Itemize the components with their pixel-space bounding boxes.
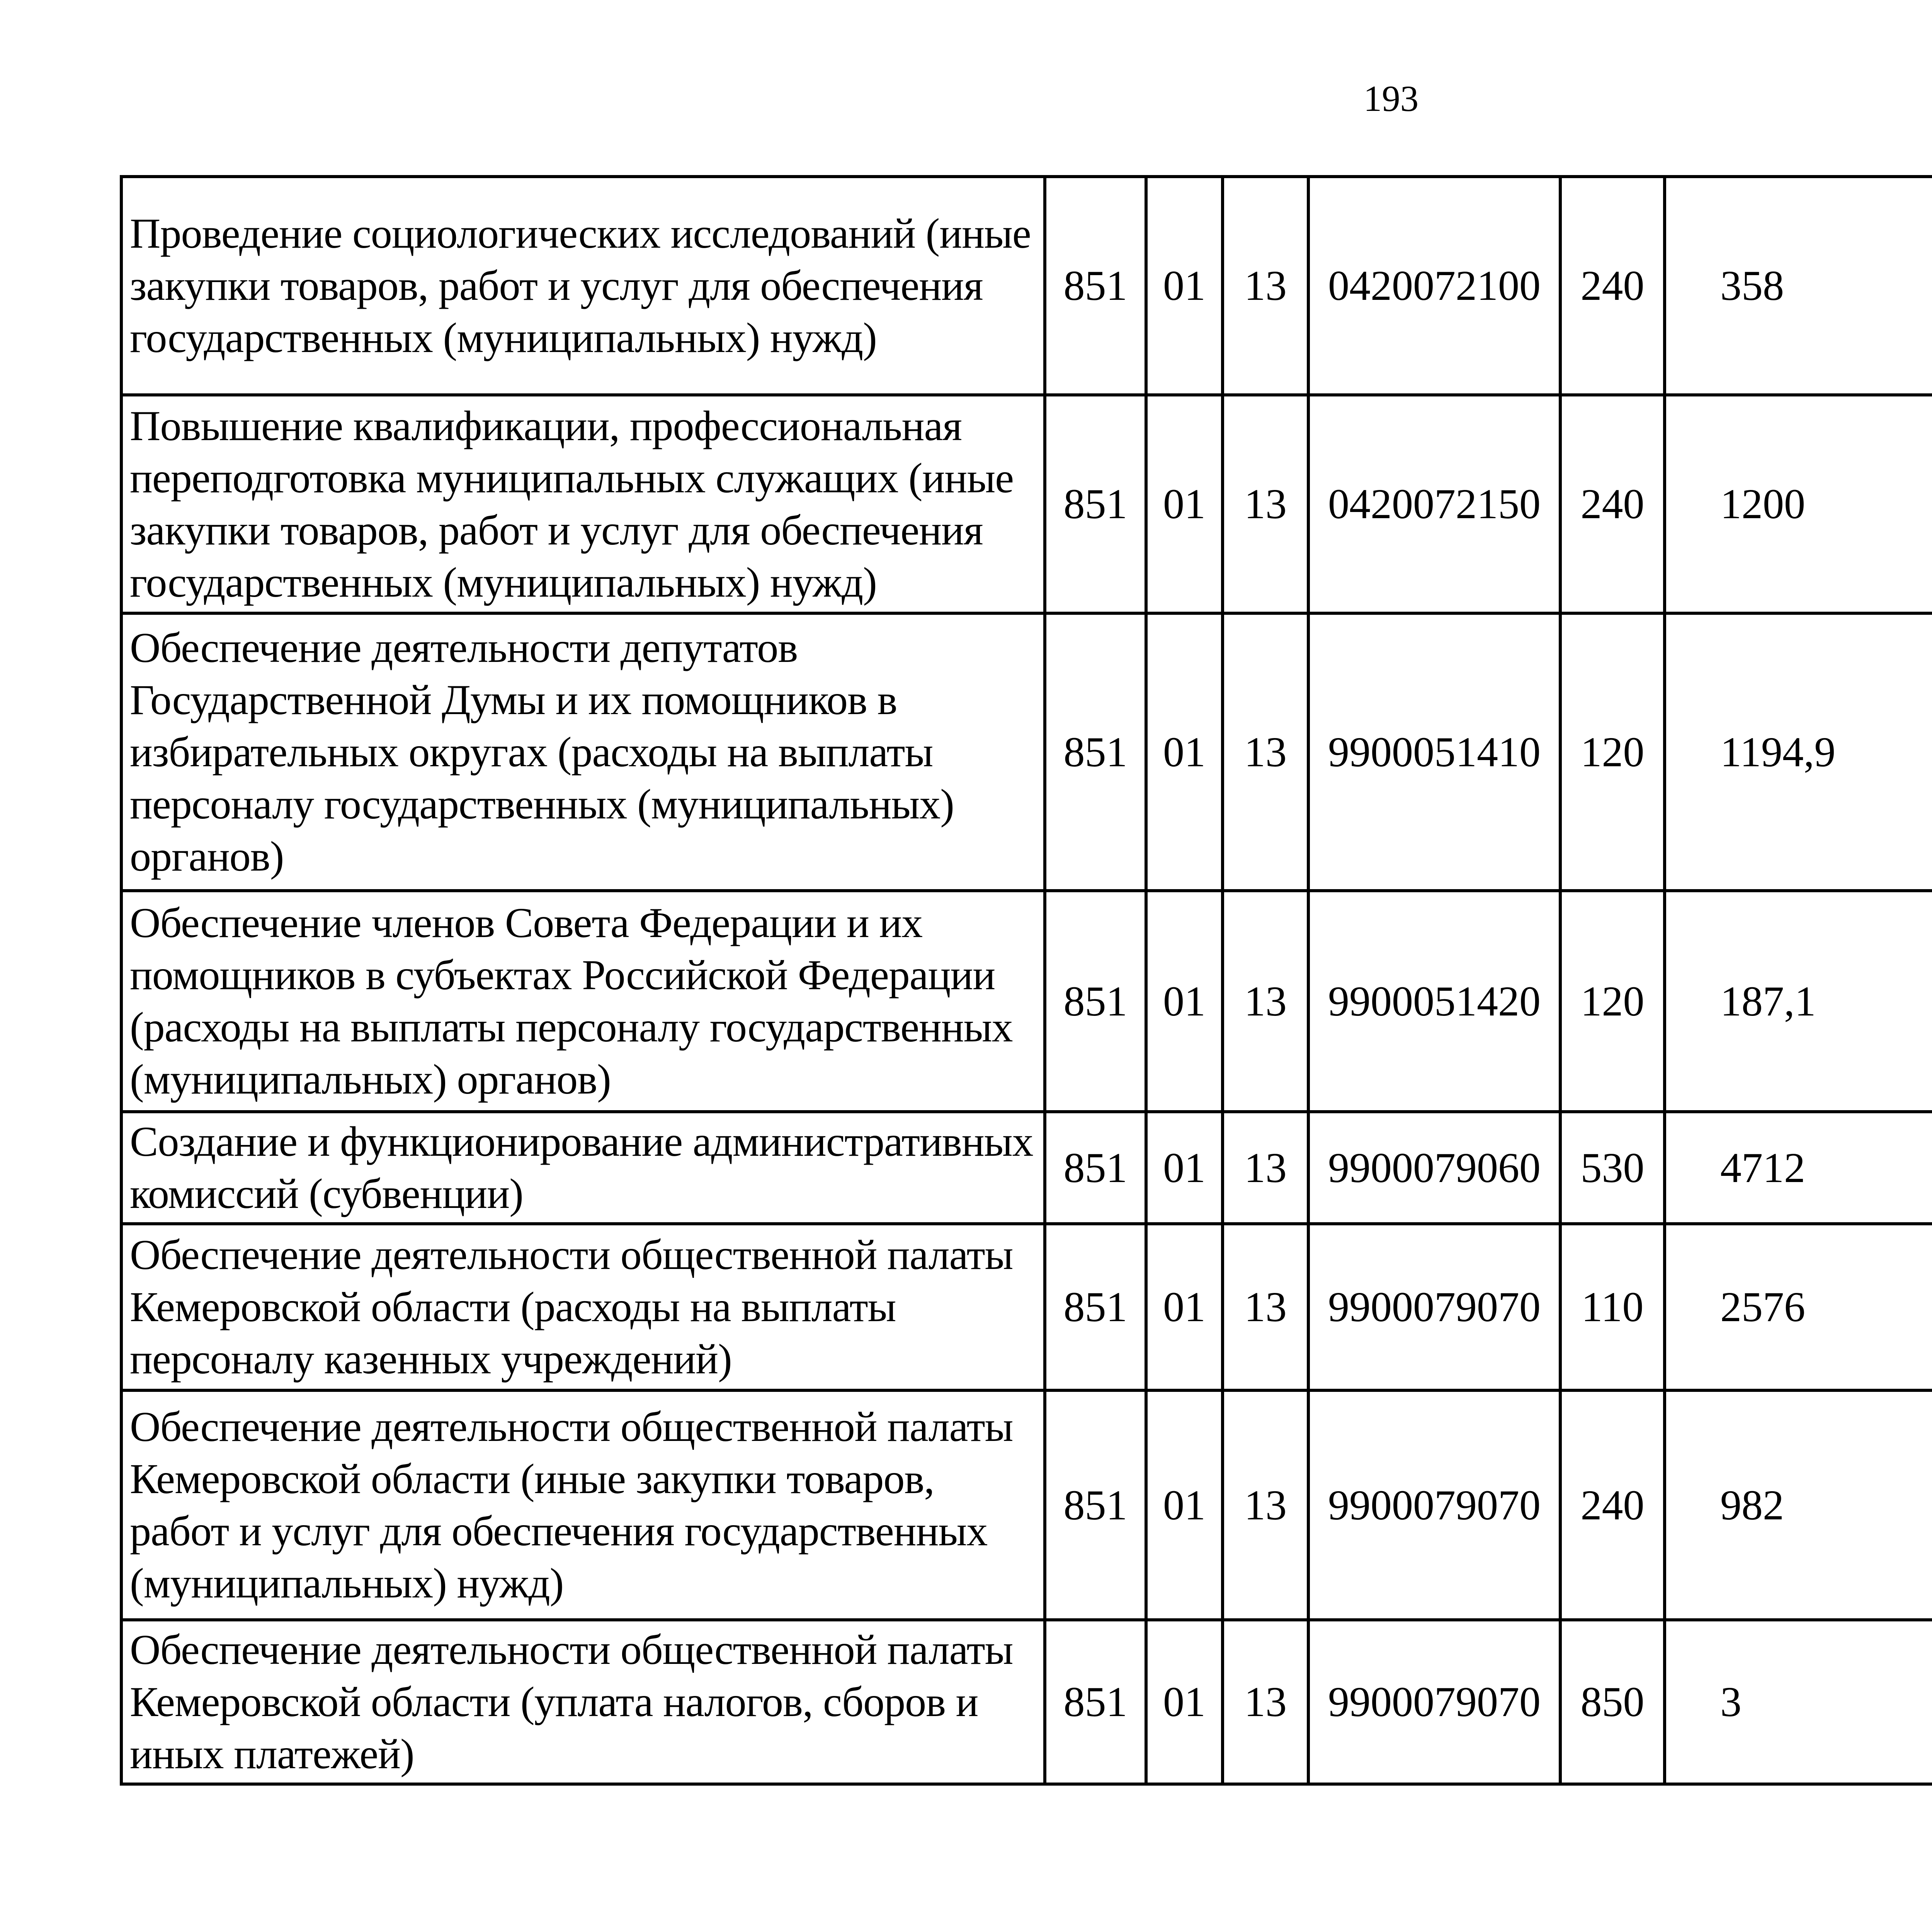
table-row xyxy=(121,395,1932,613)
subsection-code: 13 xyxy=(1223,395,1308,613)
table-row xyxy=(121,1224,1932,1390)
amount-year-1: 3 xyxy=(1665,1620,1932,1784)
section-code: 01 xyxy=(1146,1112,1223,1224)
row-description: Обеспечение деятельности депутатов Государственной Думы и их помощников в избирательных округах (расходы на выплаты персоналу государственных (муниципальных) органов) xyxy=(121,613,1045,891)
section-code: 01 xyxy=(1146,1620,1223,1784)
row-description: Проведение социологических исследований (иные закупки товаров, работ и услуг для обеспечения государственных (муниципальных) нужд) xyxy=(121,177,1045,395)
target-article-code: 9900051420 xyxy=(1308,891,1560,1112)
expense-type-code: 850 xyxy=(1560,1620,1665,1784)
dept-code: 851 xyxy=(1045,1224,1146,1390)
dept-code: 851 xyxy=(1045,613,1146,891)
dept-code: 851 xyxy=(1045,395,1146,613)
subsection-code: 13 xyxy=(1223,177,1308,395)
section-code: 01 xyxy=(1146,1224,1223,1390)
amount-year-1: 358 xyxy=(1665,177,1932,395)
amount-year-1: 4712 xyxy=(1665,1112,1932,1224)
subsection-code: 13 xyxy=(1223,891,1308,1112)
table-row xyxy=(121,891,1932,1112)
subsection-code: 13 xyxy=(1223,1224,1308,1390)
row-description: Обеспечение деятельности общественной палаты Кемеровской области (расходы на выплаты персоналу казенных учреждений) xyxy=(121,1224,1045,1390)
section-code: 01 xyxy=(1146,891,1223,1112)
budget-table xyxy=(120,175,1932,1786)
section-code: 01 xyxy=(1146,613,1223,891)
dept-code: 851 xyxy=(1045,177,1146,395)
amount-year-1: 1200 xyxy=(1665,395,1932,613)
section-code: 01 xyxy=(1146,177,1223,395)
amount-year-1: 2576 xyxy=(1665,1224,1932,1390)
expense-type-code: 530 xyxy=(1560,1112,1665,1224)
target-article-code: 9900079070 xyxy=(1308,1390,1560,1620)
subsection-code: 13 xyxy=(1223,613,1308,891)
dept-code: 851 xyxy=(1045,1112,1146,1224)
subsection-code: 13 xyxy=(1223,1620,1308,1784)
table-row xyxy=(121,1390,1932,1620)
expense-type-code: 110 xyxy=(1560,1224,1665,1390)
expense-type-code: 240 xyxy=(1560,177,1665,395)
table-row xyxy=(121,1620,1932,1784)
target-article-code: 0420072100 xyxy=(1308,177,1560,395)
subsection-code: 13 xyxy=(1223,1390,1308,1620)
table-row xyxy=(121,177,1932,395)
expense-type-code: 240 xyxy=(1560,395,1665,613)
target-article-code: 9900079070 xyxy=(1308,1224,1560,1390)
section-code: 01 xyxy=(1146,1390,1223,1620)
amount-year-1: 1194,9 xyxy=(1665,613,1932,891)
row-description: Обеспечение деятельности общественной палаты Кемеровской области (уплата налогов, сборов и иных платежей) xyxy=(121,1620,1045,1784)
dept-code: 851 xyxy=(1045,1620,1146,1784)
target-article-code: 9900079060 xyxy=(1308,1112,1560,1224)
expense-type-code: 120 xyxy=(1560,613,1665,891)
dept-code: 851 xyxy=(1045,891,1146,1112)
target-article-code: 0420072150 xyxy=(1308,395,1560,613)
expense-type-code: 120 xyxy=(1560,891,1665,1112)
row-description: Создание и функционирование административных комиссий (субвенции) xyxy=(121,1112,1045,1224)
amount-year-1: 187,1 xyxy=(1665,891,1932,1112)
table-row xyxy=(121,613,1932,891)
expense-type-code: 240 xyxy=(1560,1390,1665,1620)
row-description: Повышение квалификации, профессиональная переподготовка муниципальных служащих (иные закупки товаров, работ и услуг для обеспечения государственных (муниципальных) нужд) xyxy=(121,395,1045,613)
row-description: Обеспечение членов Совета Федерации и их помощников в субъектах Российской Федерации (расходы на выплаты персоналу государственных (муниципальных) органов) xyxy=(121,891,1045,1112)
section-code: 01 xyxy=(1146,395,1223,613)
target-article-code: 9900051410 xyxy=(1308,613,1560,891)
target-article-code: 9900079070 xyxy=(1308,1620,1560,1784)
dept-code: 851 xyxy=(1045,1390,1146,1620)
page-number: 193 xyxy=(1363,78,1419,119)
table-row xyxy=(121,1112,1932,1224)
amount-year-1: 982 xyxy=(1665,1390,1932,1620)
row-description: Обеспечение деятельности общественной палаты Кемеровской области (иные закупки товаров, работ и услуг для обеспечения государственных (муниципальных) нужд) xyxy=(121,1390,1045,1620)
subsection-code: 13 xyxy=(1223,1112,1308,1224)
